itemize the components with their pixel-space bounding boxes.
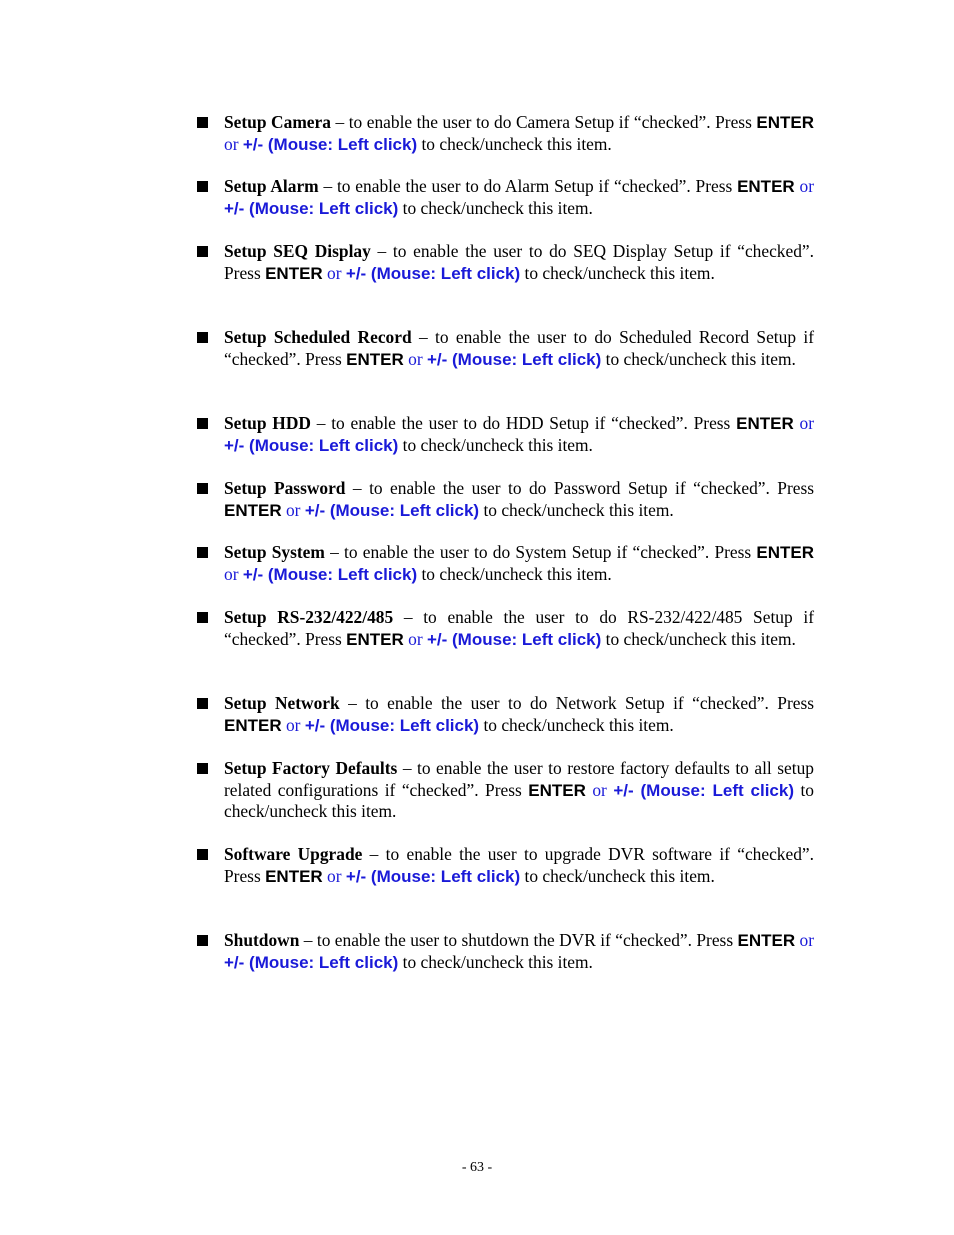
enter-key: ENTER — [736, 414, 794, 433]
item-name: Software Upgrade — [224, 844, 363, 864]
square-bullet-icon — [197, 849, 208, 860]
item-name: Setup HDD — [224, 413, 311, 433]
item-tail: to check/uncheck this item. — [479, 714, 674, 735]
enter-key: ENTER — [756, 543, 815, 562]
mouse-instruction: +/- (Mouse: Left click) — [242, 564, 418, 584]
item-name: Setup RS-232/422/485 — [224, 607, 394, 627]
mouse-instruction: +/- (Mouse: Left click) — [426, 349, 602, 369]
mouse-instruction: +/- (Mouse: Left click) — [304, 500, 480, 520]
item-description: – to enable the user to upgrade DVR software if “checked”. Press — [224, 844, 814, 886]
or-text: or — [224, 563, 243, 584]
enter-key: ENTER — [224, 500, 282, 520]
item-description: – to enable the user to do Alarm Setup if “checked”. Press — [318, 176, 738, 196]
square-bullet-icon — [197, 698, 208, 709]
or-text: or — [403, 348, 427, 369]
item-description: – to enable the user to do Password Setup if “checked”. Press — [345, 478, 815, 498]
square-bullet-icon — [197, 418, 208, 429]
or-text: or — [795, 930, 814, 950]
or-text: or — [281, 499, 305, 520]
enter-key: ENTER — [737, 931, 796, 950]
item-tail: to check/uncheck this item. — [398, 434, 593, 455]
mouse-instruction: +/- (Mouse: Left click) — [242, 134, 418, 154]
square-bullet-icon — [197, 935, 208, 946]
option-item-setup-alarm — [224, 176, 814, 219]
item-name: Setup System — [224, 542, 325, 562]
enter-key: ENTER — [346, 629, 404, 649]
option-item-setup-network — [224, 693, 814, 736]
item-tail: to check/uncheck this item. — [520, 865, 715, 886]
option-item-setup-scheduled-record — [224, 327, 814, 370]
item-tail: to check/uncheck this item. — [601, 348, 796, 369]
option-item-setup-rs232 — [224, 607, 814, 650]
mouse-instruction: +/- (Mouse: Left click) — [224, 435, 399, 455]
item-name: Setup SEQ Display — [224, 241, 371, 261]
square-bullet-icon — [197, 483, 208, 494]
square-bullet-icon — [197, 612, 208, 623]
item-description: – to enable the user to do HDD Setup if “checked”. Press — [310, 413, 737, 433]
item-description: – to enable the user to do System Setup if “checked”. Press — [324, 542, 757, 562]
mouse-instruction: +/- (Mouse: Left click) — [613, 780, 794, 800]
or-text: or — [403, 628, 427, 649]
enter-key: ENTER — [265, 866, 323, 886]
item-description: – to enable the user to do RS-232/422/485 Setup if “checked”. Press — [224, 607, 814, 649]
item-name: Setup Scheduled Record — [224, 327, 412, 347]
item-tail: to check/uncheck this item. — [479, 499, 674, 520]
item-tail: to check/uncheck this item. — [417, 133, 612, 154]
option-item-setup-factory-defaults — [224, 758, 814, 823]
mouse-instruction: +/- (Mouse: Left click) — [224, 198, 399, 218]
item-name: Setup Password — [224, 478, 346, 498]
item-tail: to check/uncheck this item. — [520, 262, 715, 283]
square-bullet-icon — [197, 332, 208, 343]
option-item-shutdown — [224, 930, 814, 973]
mouse-instruction: +/- (Mouse: Left click) — [224, 952, 399, 972]
mouse-instruction: +/- (Mouse: Left click) — [345, 866, 521, 886]
item-tail: to check/uncheck this item. — [224, 779, 815, 822]
enter-key: ENTER — [528, 780, 586, 800]
or-text: or — [322, 865, 346, 886]
item-name: Setup Alarm — [224, 176, 319, 196]
mouse-instruction: +/- (Mouse: Left click) — [426, 629, 602, 649]
or-text: or — [585, 779, 614, 800]
square-bullet-icon — [197, 246, 208, 257]
enter-key: ENTER — [756, 113, 815, 132]
square-bullet-icon — [197, 763, 208, 774]
enter-key: ENTER — [737, 177, 795, 196]
or-text: or — [793, 413, 814, 433]
item-name: Setup Factory Defaults — [224, 758, 398, 778]
square-bullet-icon — [197, 117, 208, 128]
or-text: or — [794, 176, 814, 196]
item-description: – to enable the user to do Network Setup if “checked”. Press — [339, 693, 814, 713]
option-item-setup-camera — [224, 112, 814, 155]
mouse-instruction: +/- (Mouse: Left click) — [345, 263, 521, 283]
square-bullet-icon — [197, 547, 208, 558]
option-item-software-upgrade — [224, 844, 814, 887]
item-name: Shutdown — [224, 930, 300, 950]
enter-key: ENTER — [265, 263, 323, 283]
option-item-setup-hdd — [224, 413, 814, 456]
page-number: - 63 - — [461, 1160, 493, 1175]
item-description: – to enable the user to restore factory defaults to all setup related configurations if “checked”. Press — [224, 758, 814, 800]
enter-key: ENTER — [224, 715, 282, 735]
item-name: Setup Camera — [224, 112, 331, 132]
mouse-instruction: +/- (Mouse: Left click) — [304, 715, 480, 735]
item-tail: to check/uncheck this item. — [601, 628, 796, 649]
square-bullet-icon — [197, 181, 208, 192]
or-text: or — [224, 133, 243, 154]
item-name: Setup Network — [224, 693, 340, 713]
item-description: – to enable the user to do Scheduled Record Setup if “checked”. Press — [224, 327, 814, 369]
item-tail: to check/uncheck this item. — [417, 563, 612, 584]
option-item-setup-password — [224, 478, 814, 521]
option-item-setup-system — [224, 542, 814, 585]
item-tail: to check/uncheck this item. — [398, 951, 593, 972]
enter-key: ENTER — [346, 349, 404, 369]
option-item-setup-seq-display — [224, 241, 814, 284]
or-text: or — [322, 262, 346, 283]
item-tail: to check/uncheck this item. — [398, 197, 593, 218]
item-description: – to enable the user to do SEQ Display Setup if “checked”. Press — [224, 241, 814, 283]
item-description: – to enable the user to do Camera Setup if “checked”. Press — [330, 112, 757, 132]
or-text: or — [281, 714, 305, 735]
item-description: – to enable the user to shutdown the DVR if “checked”. Press — [299, 930, 738, 950]
